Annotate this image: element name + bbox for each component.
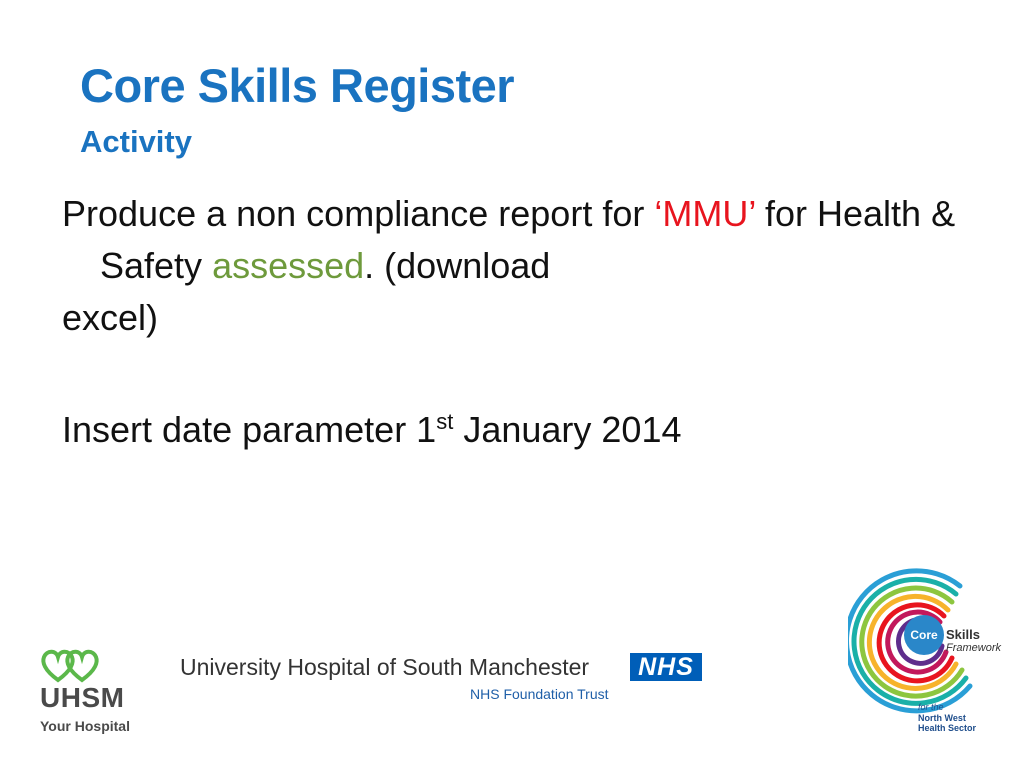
nhs-logo: NHS bbox=[630, 653, 702, 681]
core-skills-framework-logo bbox=[848, 560, 1018, 736]
uhsm-name: UHSM bbox=[40, 682, 125, 713]
core-badge: Core bbox=[904, 615, 944, 655]
instruction-paragraph-continued: excel) bbox=[62, 297, 159, 338]
uhsm-tagline: Your Hospital bbox=[40, 718, 130, 734]
csf-for-label: for the bbox=[918, 702, 944, 712]
csf-framework-label: Framework bbox=[946, 642, 1002, 654]
slide-body bbox=[62, 188, 982, 456]
ordinal-suffix: st bbox=[436, 409, 454, 434]
slide-title: Core Skills Register bbox=[80, 59, 515, 112]
date-parameter-paragraph: Insert date parameter 1st January 2014 bbox=[62, 409, 682, 450]
hearts-icon bbox=[40, 648, 104, 684]
instruction-paragraph: Produce a non compliance report for ‘MMU’ for Health & Safety assessed. (download bbox=[62, 193, 956, 286]
trust-name: NHS Foundation Trust bbox=[470, 686, 609, 702]
slide-subtitle: Activity bbox=[80, 124, 192, 159]
csf-region-label: North West Health Sector bbox=[918, 713, 977, 733]
assessed-highlight: assessed bbox=[212, 245, 365, 286]
csf-skills-label: Skills bbox=[946, 627, 980, 642]
uhsm-logo bbox=[36, 648, 136, 740]
unit-name-highlight: ‘MMU’ bbox=[654, 193, 755, 234]
hospital-name: University Hospital of South Manchester bbox=[180, 654, 590, 680]
